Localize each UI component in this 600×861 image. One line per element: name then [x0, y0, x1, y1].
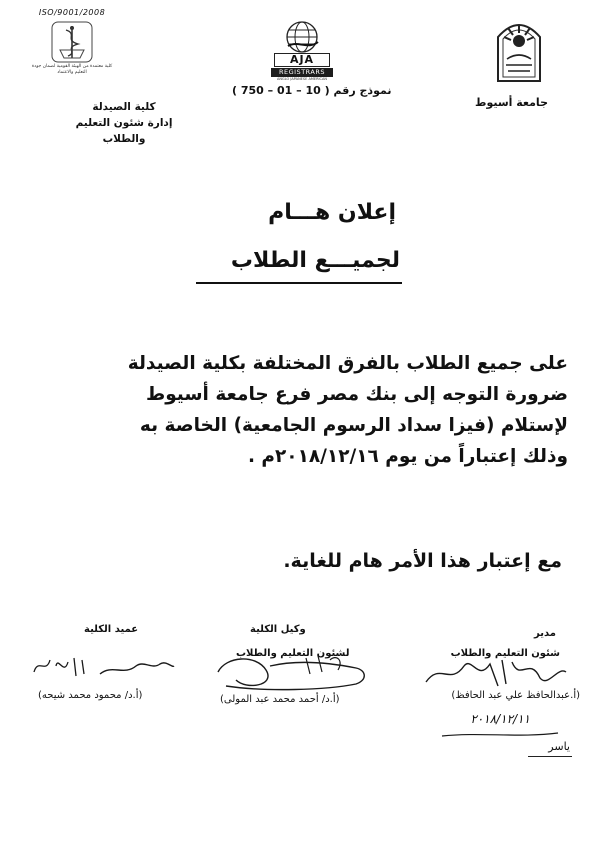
vice-dean-signature-icon — [206, 650, 376, 694]
dean-name: (أ.د/ محمود محمد شيحه) — [38, 690, 143, 701]
vice-dean-dept: لشئون التعليم والطلاب — [236, 648, 350, 659]
faculty-block — [54, 99, 194, 147]
director-name: (أ.عبدالحافظ علي عبد الحافظ) — [451, 690, 580, 701]
director-signature-icon — [420, 652, 570, 692]
university-name: جامعة أسيوط — [475, 96, 548, 109]
vice-dean-name: (أ.د/ أحمد محمد عبد المولى) — [220, 694, 340, 705]
form-number — [232, 84, 391, 97]
iso-fine-print: كلية معتمدة من الهيئة القومية لضمان جودة التعليم والاعتماد — [31, 64, 113, 75]
body-line: وذلك إعتباراً من يوم ٢٠١٨/١٢/١٦م . — [247, 446, 568, 467]
body-line: على جميع الطلاب بالفرق المختلفة بكلية الصيدلة — [127, 353, 568, 374]
aja-name: AJA — [274, 53, 330, 67]
director-dept: شئون التعليم والطلاب — [450, 648, 560, 659]
iso-faculty-logo — [30, 8, 114, 84]
date-underline-icon — [440, 728, 560, 740]
announcement-subtitle: لجميـــع الطلاب — [230, 248, 400, 273]
announcement-body — [28, 348, 568, 472]
typist-name: ياسر — [548, 740, 570, 753]
body-line: ضرورة التوجه إلى بنك مصر فرع جامعة أسيوط — [145, 384, 568, 405]
director-handwritten-date: ٢٠١٨/١٢/١١ — [470, 712, 530, 726]
pharmacy-emblem-icon — [50, 20, 94, 64]
faculty-name: كلية الصيدلة — [92, 101, 156, 113]
body-line: لإستلام (فيزا سداد الرسوم الجامعية) الخاصة به — [139, 415, 568, 436]
dean-title: عميد الكلية — [84, 624, 139, 635]
subtitle-underline — [196, 282, 402, 284]
typist-underline — [528, 756, 572, 757]
announcement-title: إعلان هـــام — [268, 200, 396, 225]
iso-code: ISO/9001/2008 — [38, 8, 106, 17]
closing-note: مع إعتبار هذا الأمر هام للغاية. — [283, 550, 562, 572]
director-title: مدير — [534, 628, 556, 639]
vice-dean-title: وكيل الكلية — [250, 624, 306, 635]
form-number-label: نموذج رقم — [333, 84, 392, 97]
assiut-university-logo-icon — [494, 15, 544, 83]
dean-signature-icon — [28, 646, 178, 686]
aja-registrars-logo — [267, 18, 337, 82]
aja-subtext: ANGLO JAPANESE AMERICAN — [277, 77, 327, 81]
form-number-value: ( 10 – 01 – 750 ) — [232, 84, 330, 97]
globe-icon — [284, 20, 320, 54]
department-name: إدارة شئون التعليم والطلاب — [75, 117, 173, 145]
aja-registrars-label: REGISTRARS — [271, 68, 333, 77]
